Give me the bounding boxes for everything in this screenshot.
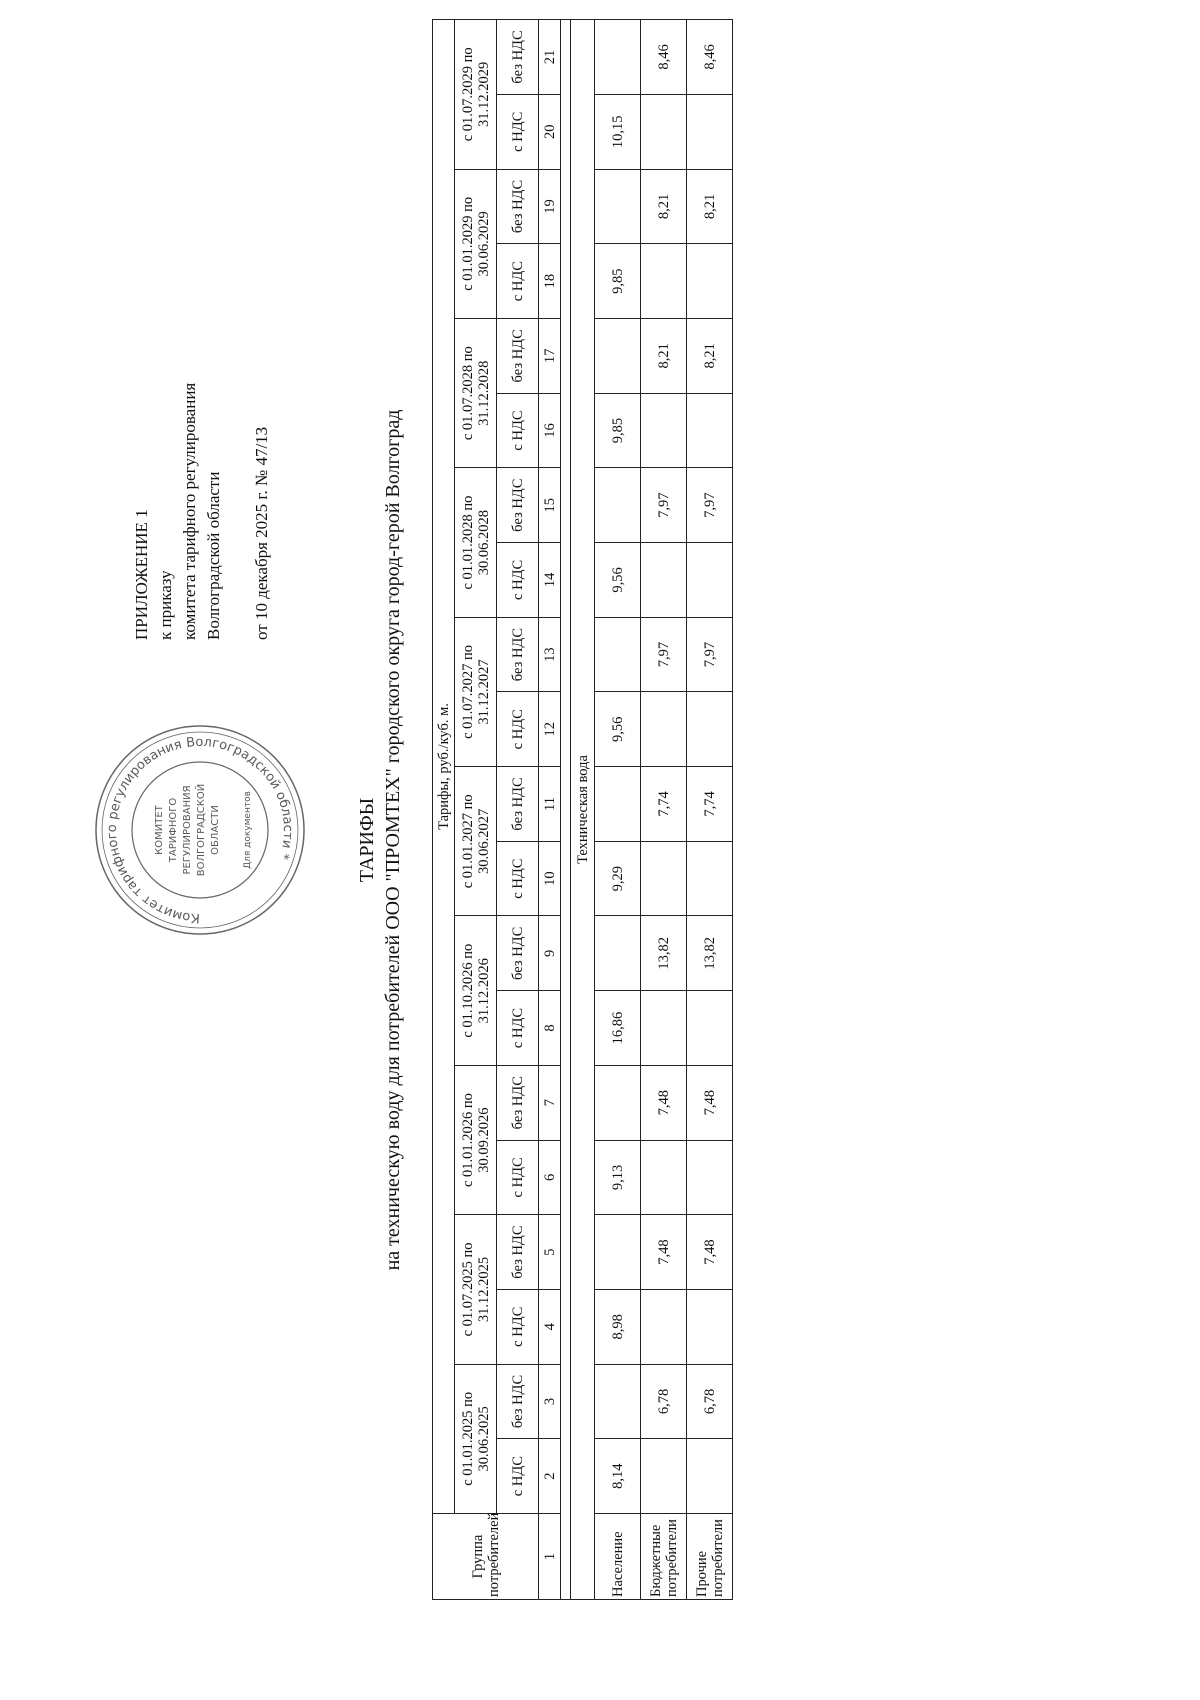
tariff-value: 9,56 bbox=[595, 543, 641, 618]
period-header: с 01.01.2029 по 30.06.2029 bbox=[455, 169, 497, 318]
tariff-value: 7,48 bbox=[687, 1065, 733, 1140]
tariff-value bbox=[595, 1215, 641, 1290]
tariff-value bbox=[687, 94, 733, 169]
vat-without-header: без НДС bbox=[497, 319, 539, 394]
section-title: Техническая вода bbox=[571, 20, 595, 1600]
tariff-value: 7,74 bbox=[687, 767, 733, 842]
column-number: 21 bbox=[539, 20, 561, 95]
period-header: с 01.07.2025 по 31.12.2025 bbox=[455, 1215, 497, 1364]
column-number: 7 bbox=[539, 1065, 561, 1140]
tariff-value bbox=[641, 1140, 687, 1215]
column-number: 15 bbox=[539, 468, 561, 543]
vat-with-header: с НДС bbox=[497, 1140, 539, 1215]
tariff-value: 9,85 bbox=[595, 393, 641, 468]
column-number: 18 bbox=[539, 244, 561, 319]
vat-with-header: с НДС bbox=[497, 94, 539, 169]
vat-without-header: без НДС bbox=[497, 767, 539, 842]
vat-with-header: с НДС bbox=[497, 244, 539, 319]
tariff-value bbox=[687, 393, 733, 468]
column-number: 13 bbox=[539, 617, 561, 692]
tariff-value: 13,82 bbox=[687, 916, 733, 991]
column-number: 12 bbox=[539, 692, 561, 767]
period-header: с 01.07.2027 по 31.12.2027 bbox=[455, 617, 497, 766]
consumer-group-name: Прочие потребители bbox=[687, 1514, 733, 1600]
consumer-group-name: Население bbox=[595, 1514, 641, 1600]
column-number: 5 bbox=[539, 1215, 561, 1290]
vat-with-header: с НДС bbox=[497, 991, 539, 1066]
vat-without-header: без НДС bbox=[497, 617, 539, 692]
document-title: ТАРИФЫ bbox=[356, 797, 378, 883]
column-number: 4 bbox=[539, 1289, 561, 1364]
tariff-value: 8,46 bbox=[687, 20, 733, 95]
tariff-value bbox=[641, 244, 687, 319]
svg-text:Комитет тарифного регулировани: Комитет тарифного регулирования Волгоградской области * bbox=[104, 734, 296, 926]
period-header: с 01.01.2028 по 30.06.2028 bbox=[455, 468, 497, 617]
column-number: 1 bbox=[539, 1514, 561, 1600]
tariff-value bbox=[595, 468, 641, 543]
tariff-value: 9,85 bbox=[595, 244, 641, 319]
order-issuer: комитета тарифного регулирования bbox=[180, 382, 199, 640]
tariffs-table bbox=[432, 19, 733, 1600]
group-header: Группа потребителей bbox=[433, 1514, 539, 1600]
column-number: 2 bbox=[539, 1439, 561, 1514]
table-row bbox=[687, 20, 733, 1600]
tariff-value bbox=[641, 1289, 687, 1364]
column-number: 20 bbox=[539, 94, 561, 169]
tariff-value: 10,15 bbox=[595, 94, 641, 169]
tariff-value: 9,13 bbox=[595, 1140, 641, 1215]
svg-text:ВОЛГОГРАДСКОЙ: ВОЛГОГРАДСКОЙ bbox=[196, 783, 207, 877]
tariff-value: 9,29 bbox=[595, 841, 641, 916]
column-number: 3 bbox=[539, 1364, 561, 1439]
tariff-value: 7,74 bbox=[641, 767, 687, 842]
tariff-value bbox=[687, 692, 733, 767]
tariff-value: 7,97 bbox=[687, 617, 733, 692]
period-header: с 01.01.2027 по 30.06.2027 bbox=[455, 767, 497, 916]
tariff-value: 16,86 bbox=[595, 991, 641, 1066]
document-subtitle: на техническую воду для потребителей ООО "ПРОМТЕХ" городского округа город-герой Волгоград bbox=[382, 409, 404, 1271]
tariff-value: 7,97 bbox=[641, 468, 687, 543]
tariff-value bbox=[595, 20, 641, 95]
tariff-value: 8,21 bbox=[687, 319, 733, 394]
period-header: с 01.01.2025 по 30.06.2025 bbox=[455, 1364, 497, 1513]
column-number: 10 bbox=[539, 841, 561, 916]
tariff-value bbox=[595, 169, 641, 244]
tariff-value bbox=[641, 991, 687, 1066]
tariff-value: 7,48 bbox=[687, 1215, 733, 1290]
separator-row bbox=[561, 20, 571, 1600]
tariff-value bbox=[641, 841, 687, 916]
svg-text:ТАРИФНОГО: ТАРИФНОГО bbox=[168, 797, 179, 863]
vat-with-header: с НДС bbox=[497, 393, 539, 468]
vat-without-header: без НДС bbox=[497, 20, 539, 95]
tariff-value: 8,21 bbox=[687, 169, 733, 244]
tariff-value bbox=[641, 94, 687, 169]
tariff-value: 8,21 bbox=[641, 319, 687, 394]
document-page bbox=[0, 30, 1120, 1640]
vat-with-header: с НДС bbox=[497, 1439, 539, 1514]
consumer-group-name: Бюджетные потребители bbox=[641, 1514, 687, 1600]
tariff-value bbox=[641, 1439, 687, 1514]
tariff-value bbox=[687, 1289, 733, 1364]
tariff-value bbox=[595, 916, 641, 991]
tariff-value: 13,82 bbox=[641, 916, 687, 991]
tariff-value bbox=[595, 1364, 641, 1439]
order-date: от 10 декабря 2025 г. № 47/13 bbox=[252, 426, 271, 640]
tariff-value bbox=[687, 1140, 733, 1215]
vat-with-header: с НДС bbox=[497, 841, 539, 916]
tariff-value: 6,78 bbox=[641, 1364, 687, 1439]
tariff-value bbox=[687, 543, 733, 618]
column-number: 9 bbox=[539, 916, 561, 991]
svg-text:ОБЛАСТИ: ОБЛАСТИ bbox=[210, 805, 221, 855]
period-header: с 01.07.2028 по 31.12.2028 bbox=[455, 319, 497, 468]
tariff-value: 7,48 bbox=[641, 1065, 687, 1140]
column-number: 11 bbox=[539, 767, 561, 842]
column-number: 14 bbox=[539, 543, 561, 618]
tariff-value bbox=[595, 319, 641, 394]
tariff-value bbox=[595, 1065, 641, 1140]
table-row bbox=[595, 20, 641, 1600]
tariff-value bbox=[687, 991, 733, 1066]
tariff-value: 8,14 bbox=[595, 1439, 641, 1514]
column-number: 16 bbox=[539, 393, 561, 468]
period-header: с 01.10.2026 по 31.12.2026 bbox=[455, 916, 497, 1065]
period-header: с 01.07.2029 по 31.12.2029 bbox=[455, 20, 497, 170]
tariff-value: 8,98 bbox=[595, 1289, 641, 1364]
svg-text:РЕГУЛИРОВАНИЯ: РЕГУЛИРОВАНИЯ bbox=[182, 785, 193, 875]
tariff-value: 7,97 bbox=[687, 468, 733, 543]
period-header: с 01.01.2026 по 30.09.2026 bbox=[455, 1065, 497, 1214]
column-number: 17 bbox=[539, 319, 561, 394]
column-number: 6 bbox=[539, 1140, 561, 1215]
tariff-value bbox=[687, 1439, 733, 1514]
tariff-value bbox=[641, 543, 687, 618]
tariff-value: 7,97 bbox=[641, 617, 687, 692]
vat-without-header: без НДС bbox=[497, 916, 539, 991]
order-region: Волгоградской области bbox=[204, 471, 223, 640]
vat-without-header: без НДС bbox=[497, 1215, 539, 1290]
tariff-value bbox=[595, 767, 641, 842]
vat-with-header: с НДС bbox=[497, 692, 539, 767]
tariff-value: 9,56 bbox=[595, 692, 641, 767]
vat-without-header: без НДС bbox=[497, 1364, 539, 1439]
column-number: 8 bbox=[539, 991, 561, 1066]
tariff-value: 7,48 bbox=[641, 1215, 687, 1290]
vat-without-header: без НДС bbox=[497, 169, 539, 244]
tariffs-header: Тарифы, руб./куб. м. bbox=[433, 20, 455, 1514]
tariff-value: 6,78 bbox=[687, 1364, 733, 1439]
appendix-label: ПРИЛОЖЕНИЕ 1 bbox=[132, 509, 151, 640]
order-reference: к приказу bbox=[156, 570, 175, 640]
tariff-value: 8,46 bbox=[641, 20, 687, 95]
vat-without-header: без НДС bbox=[497, 1065, 539, 1140]
vat-without-header: без НДС bbox=[497, 468, 539, 543]
tariff-value: 8,21 bbox=[641, 169, 687, 244]
table-row bbox=[641, 20, 687, 1600]
tariff-value bbox=[687, 244, 733, 319]
svg-text:КОМИТЕТ: КОМИТЕТ bbox=[154, 805, 165, 855]
vat-with-header: с НДС bbox=[497, 1289, 539, 1364]
tariff-value bbox=[641, 393, 687, 468]
column-number: 19 bbox=[539, 169, 561, 244]
svg-text:Для документов: Для документов bbox=[243, 791, 253, 869]
official-seal bbox=[90, 720, 310, 940]
tariff-value bbox=[595, 617, 641, 692]
tariff-value bbox=[641, 692, 687, 767]
vat-with-header: с НДС bbox=[497, 543, 539, 618]
tariff-value bbox=[687, 841, 733, 916]
